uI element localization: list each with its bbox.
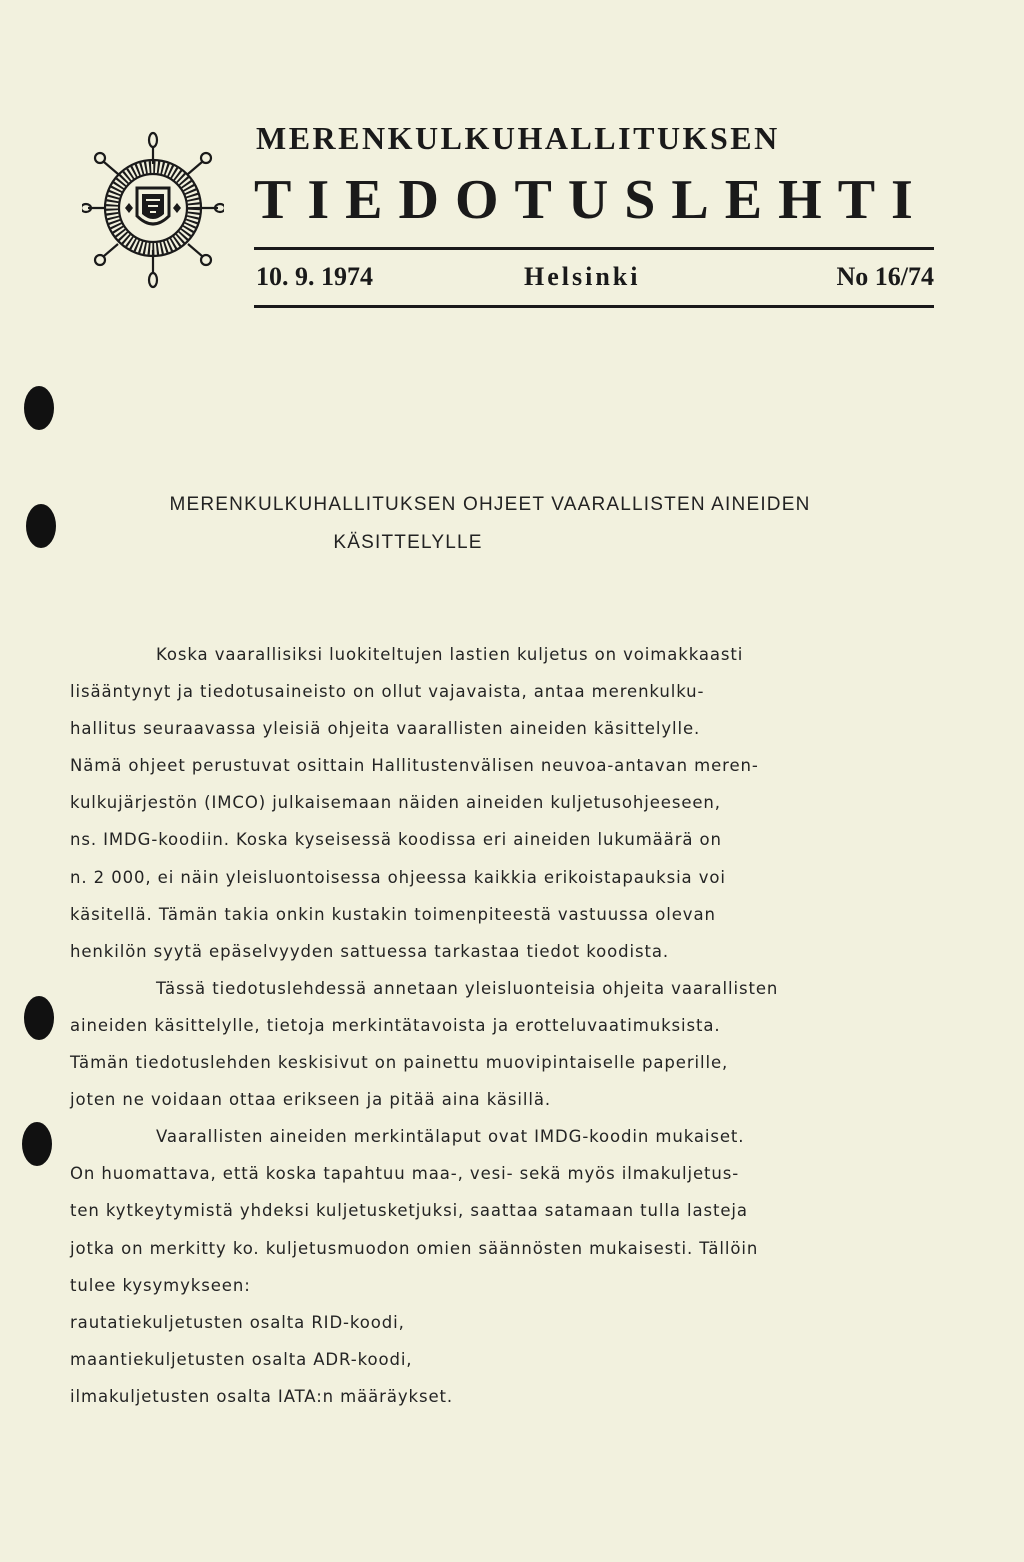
body-line: Tässä tiedotuslehdessä annetaan yleisluonteisia ohjeita vaarallisten	[156, 978, 779, 998]
publisher-name: MERENKULKUHALLITUKSEN	[256, 120, 780, 156]
body-line: n. 2 000, ei näin yleisluontoisessa ohjeessa kaikkia erikoistapauksia voi	[70, 867, 726, 887]
body-line: jotka on merkitty ko. kuljetusmuodon omien säännösten mukaisesti. Tällöin	[70, 1238, 759, 1258]
body-line: henkilön syytä epäselvyyden sattuessa tarkastaa tiedot koodista.	[70, 941, 670, 961]
body-line: Tämän tiedotuslehden keskisivut on painettu muovipintaiselle paperille,	[70, 1053, 729, 1073]
body-line: tulee kysymykseen:	[70, 1275, 251, 1295]
body-line: lisääntynyt ja tiedotusaineisto on ollut vajavaista, antaa merenkulku-	[70, 682, 705, 702]
body-line: Vaarallisten aineiden merkintälaput ovat IMDG-koodin mukaiset.	[156, 1127, 745, 1147]
issue-place: Helsinki	[524, 262, 641, 291]
body-line: ten kytkeytymistä yhdeksi kuljetusketjuksi, saattaa satamaan tulla lasteja	[70, 1201, 748, 1221]
body-line: On huomattava, että koska tapahtuu maa-, vesi- sekä myös ilmakuljetus-	[70, 1164, 740, 1184]
punch-hole-icon	[24, 996, 54, 1040]
body-line: Koska vaarallisiksi luokiteltujen lastien kuljetus on voimakkaasti	[156, 645, 744, 664]
body-line: Nämä ohjeet perustuvat osittain Hallitustenvälisen neuvoa-antavan meren-	[70, 756, 759, 776]
publication-title: TIEDOTUSLEHTI	[254, 169, 929, 231]
body-line: hallitus seuraavassa yleisiä ohjeita vaarallisten aineiden käsittelylle.	[70, 719, 701, 739]
issue-number: No 16/74	[836, 262, 934, 291]
issue-date: 10. 9. 1974	[256, 262, 373, 291]
body-line: käsitellä. Tämän takia onkin kustakin toimenpiteestä vastuussa olevan	[70, 904, 716, 924]
header-rule-bottom	[254, 305, 934, 308]
body-line: maantiekuljetusten osalta ADR-koodi,	[70, 1349, 413, 1369]
article-body	[70, 636, 930, 1415]
punch-hole-icon	[22, 1122, 52, 1166]
body-line: ns. IMDG-koodiin. Koska kyseisessä koodissa eri aineiden lukumäärä on	[70, 830, 722, 850]
article-heading-line-1: MERENKULKUHALLITUKSEN OHJEET VAARALLISTEN AINEIDEN	[169, 494, 811, 515]
body-line: rautatiekuljetusten osalta RID-koodi,	[70, 1312, 405, 1332]
punch-hole-icon	[24, 386, 54, 430]
body-line: kulkujärjestön (IMCO) julkaisemaan näiden aineiden kuljetusohjeeseen,	[70, 793, 721, 813]
body-line: aineiden käsittelylle, tietoja merkintätavoista ja erotteluvaatimuksista.	[70, 1015, 721, 1035]
header-rule-top	[254, 247, 934, 250]
body-line: ilmakuljetusten osalta IATA:n määräykset.	[70, 1386, 454, 1406]
ships-wheel-emblem-icon	[82, 128, 224, 290]
article-heading-line-2: KÄSITTELYLLE	[333, 532, 483, 553]
body-line: joten ne voidaan ottaa erikseen ja pitää aina käsillä.	[70, 1090, 551, 1110]
